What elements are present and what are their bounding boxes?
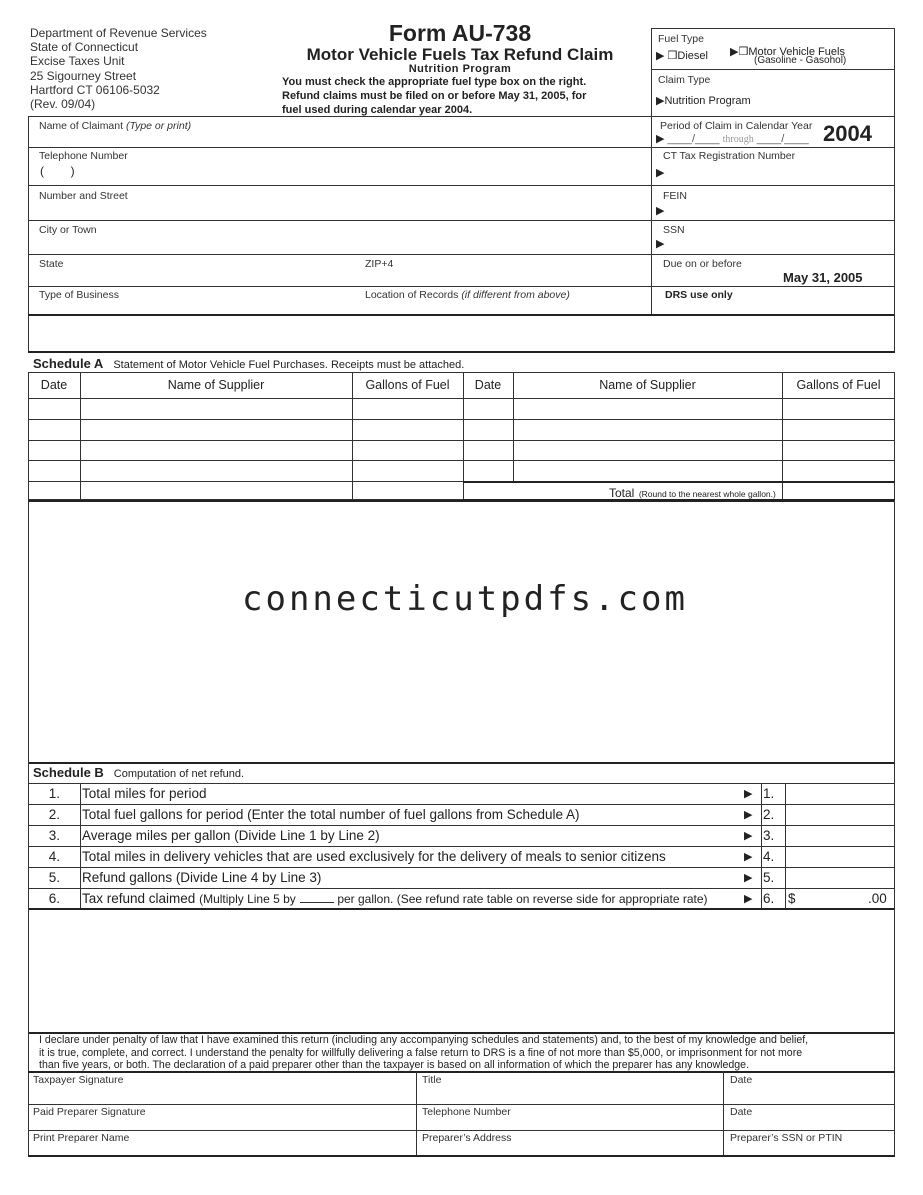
dollar-sign: $ — [788, 891, 796, 906]
program-name: Nutrition Program — [408, 63, 512, 75]
col-date-header: Date — [474, 378, 502, 392]
street-label: Number and Street — [39, 190, 128, 202]
preparer-phone-field[interactable]: Telephone Number — [422, 1106, 511, 1118]
agency-line: Hartford CT 06106-5032 — [30, 83, 160, 97]
period-label: Period of Claim in Calendar Year — [660, 120, 813, 132]
arrow-right-icon: ▶ — [656, 133, 665, 145]
revision-date: (Rev. 09/04) — [30, 97, 96, 111]
agency-line: Department of Revenue Services — [30, 26, 207, 40]
col-gallons-header: Gallons of Fuel — [796, 378, 881, 392]
arrow-right-icon: ▶ — [656, 50, 665, 62]
declaration-text: I declare under penalty of law that I have examined this return (including any accompanying schedules and statements) and, to the best of my knowledge and belief, it is true, complete, and correct. I understand the penalty for willfully delivering a false return to DRS is a fine of not more than $5,000, or imprisonment for not more than five years, or both. The declaration of a paid preparer other than the taxpayer is based on all information of which the preparer has any knowledge. — [39, 1034, 809, 1071]
schedule-a-heading: Schedule A Statement of Motor Vehicle Fuel Purchases. Receipts must be attached. — [33, 356, 465, 371]
line-4-input[interactable] — [786, 847, 894, 867]
arrow-right-icon: ▶ — [656, 238, 665, 250]
due-date: May 31, 2005 — [783, 270, 863, 285]
arrow-right-icon: ▶ — [744, 788, 753, 800]
checkbox-icon[interactable]: ❒ — [667, 50, 678, 62]
drs-use-label: DRS use only — [665, 289, 733, 301]
ct-registration-label: CT Tax Registration Number — [663, 150, 796, 162]
title-field[interactable]: Title — [422, 1074, 442, 1086]
records-location-label: Location of Records (if different from above) — [365, 289, 570, 301]
arrow-right-icon: ▶ — [730, 46, 739, 58]
diesel-option[interactable] — [656, 49, 708, 62]
form-title: Form AU-738 — [388, 20, 532, 46]
business-type-label: Type of Business — [39, 289, 119, 301]
col-supplier-header: Name of Supplier — [599, 378, 696, 392]
telephone-label: Telephone Number — [39, 150, 128, 162]
arrow-right-icon: ▶ — [744, 830, 753, 842]
telephone-input[interactable]: ( ) — [40, 164, 75, 178]
fuel-type-label: Fuel Type — [658, 33, 704, 45]
instruction-line: Refund claims must be filed on or before May 31, 2005, for — [282, 90, 587, 102]
arrow-right-icon: ▶ — [656, 167, 665, 179]
period-range-input[interactable]: ▶ ____/____ through ____/____ — [656, 133, 809, 145]
arrow-right-icon: ▶ — [744, 851, 753, 863]
diesel-label: Diesel — [677, 50, 708, 62]
ssn-label: SSN — [663, 224, 685, 236]
claim-type-text: Nutrition Program — [664, 95, 751, 107]
schedule-a-total-label: Total (Round to the nearest whole gallon.) — [609, 486, 776, 500]
schedule-b-heading: Schedule B Computation of net refund. — [33, 765, 245, 780]
rate-input[interactable] — [300, 892, 334, 903]
taxpayer-signature-field[interactable]: Taxpayer Signature — [33, 1074, 124, 1086]
arrow-right-icon: ▶ — [744, 872, 753, 884]
line-1-input[interactable] — [786, 784, 894, 804]
cents: .00 — [868, 891, 887, 906]
col-gallons-header: Gallons of Fuel — [365, 378, 450, 392]
preparer-signature-field[interactable]: Paid Preparer Signature — [33, 1106, 146, 1118]
line-2-input[interactable] — [786, 805, 894, 825]
agency-line: State of Connecticut — [30, 40, 139, 54]
fein-label: FEIN — [663, 190, 687, 202]
instruction-line: fuel used during calendar year 2004. — [282, 104, 473, 116]
agency-line: Excise Taxes Unit — [30, 54, 125, 68]
due-label: Due on or before — [663, 258, 742, 270]
preparer-name-field[interactable]: Print Preparer Name — [33, 1132, 130, 1144]
arrow-right-icon: ▶ — [744, 809, 753, 821]
arrow-right-icon: ▶ — [744, 893, 753, 905]
claimant-name-label: Name of Claimant (Type or print) — [39, 120, 192, 132]
checkbox-icon[interactable]: ❒ — [738, 46, 749, 58]
col-supplier-header: Name of Supplier — [167, 378, 265, 392]
line-3-input[interactable] — [786, 826, 894, 846]
arrow-right-icon: ▶ — [656, 205, 665, 217]
date-field[interactable]: Date — [730, 1074, 753, 1086]
claim-type-value — [656, 94, 751, 107]
col-date-header: Date — [40, 378, 68, 392]
period-year: 2004 — [823, 121, 872, 146]
instruction-line: You must check the appropriate fuel type box on the right. — [282, 76, 587, 88]
agency-line: 25 Sigourney Street — [30, 69, 137, 83]
mvf-label: Motor Vehicle Fuels — [748, 46, 845, 58]
zip-label: ZIP+4 — [365, 258, 394, 270]
arrow-right-icon: ▶ — [656, 95, 665, 107]
claim-type-label: Claim Type — [658, 74, 711, 86]
form-subtitle: Motor Vehicle Fuels Tax Refund Claim — [306, 45, 614, 64]
preparer-date-field[interactable]: Date — [730, 1106, 753, 1118]
preparer-address-field[interactable]: Preparer’s Address — [422, 1132, 512, 1144]
line-5-input[interactable] — [786, 868, 894, 888]
city-label: City or Town — [39, 224, 97, 236]
state-label: State — [39, 258, 64, 270]
watermark-text: connecticutpdfs.com — [242, 579, 688, 619]
mvf-sub-label: (Gasoline - Gasohol) — [754, 55, 847, 66]
preparer-ssn-field[interactable]: Preparer’s SSN or PTIN — [730, 1132, 843, 1144]
